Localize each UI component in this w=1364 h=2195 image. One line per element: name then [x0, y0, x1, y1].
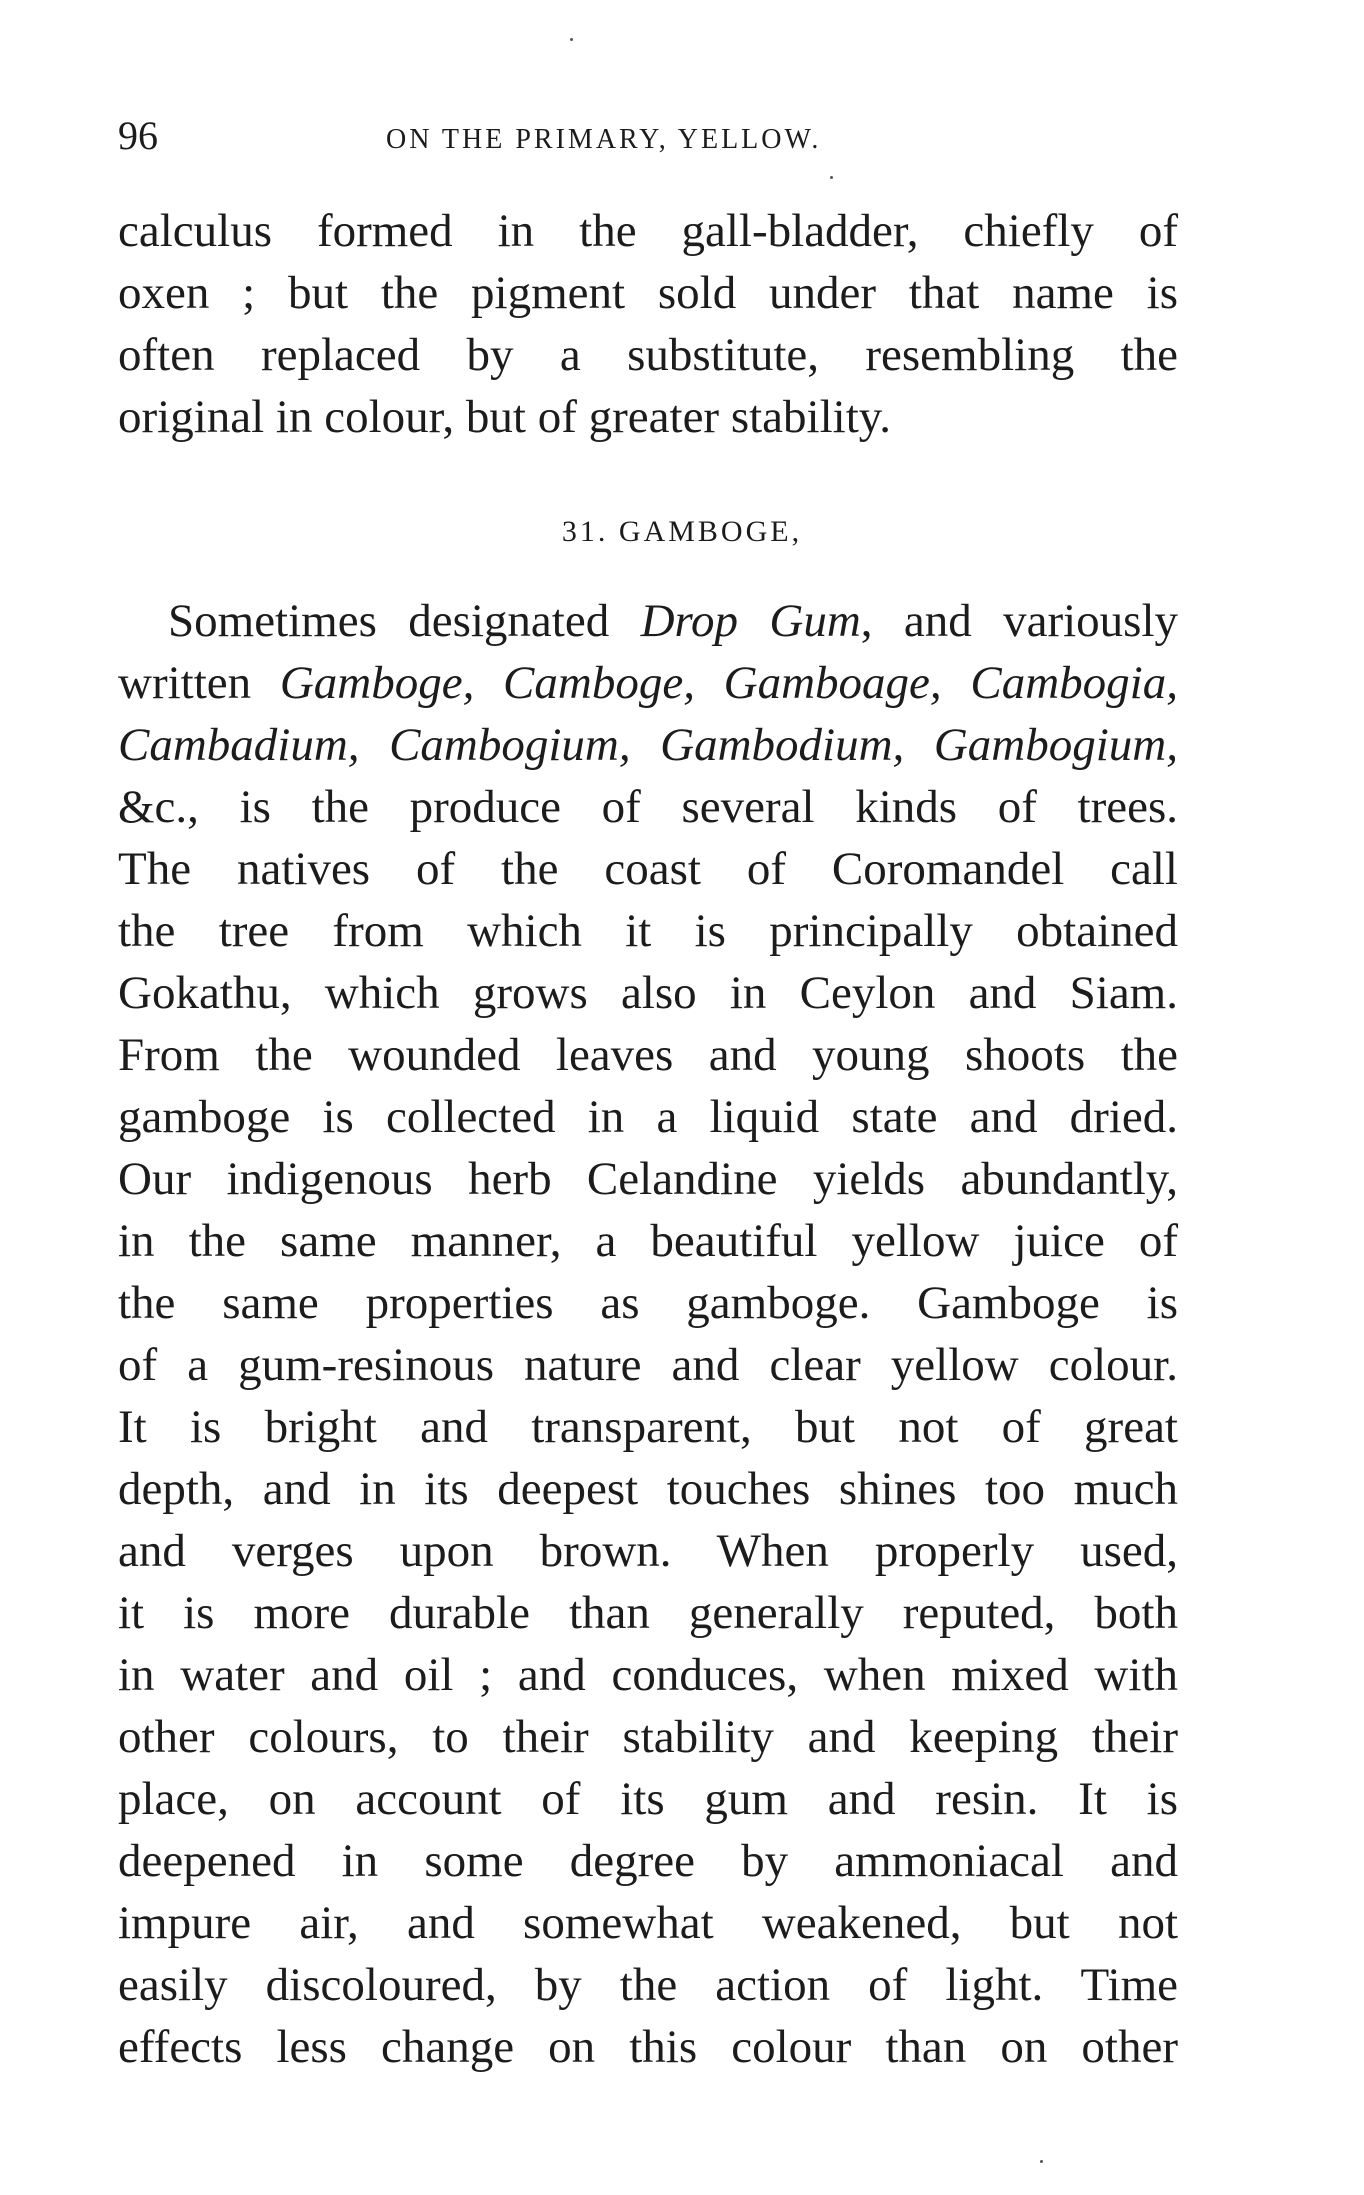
text-line [118, 1768, 1178, 1830]
text-line [118, 1954, 1178, 2016]
text-line [118, 838, 1178, 900]
text-line [118, 1086, 1178, 1148]
text-line [118, 1210, 1178, 1272]
text-line [118, 1644, 1178, 1706]
text-run: From the wounded leaves and young shoots the [118, 1029, 1178, 1081]
text-run: It is bright and transparent, but not of great [118, 1401, 1178, 1453]
page-header [118, 112, 1178, 162]
text-line [118, 1520, 1178, 1582]
text-line [118, 1148, 1178, 1210]
text-run: place, on account of its gum and resin. It is [118, 1773, 1178, 1825]
text-run: Sometimes designated [168, 595, 641, 647]
section-heading: 31. GAMBOGE, [561, 515, 803, 548]
text-line [118, 1830, 1178, 1892]
running-head: ON THE PRIMARY, YELLOW. [386, 124, 822, 155]
text-line [118, 1892, 1178, 1954]
text-run: , and variously [860, 595, 1178, 647]
text-run: of a gum-resinous nature and clear yellow colour. [118, 1339, 1178, 1391]
page-number: 96 [118, 113, 158, 158]
text-line [118, 1582, 1178, 1644]
text-run: &c., is the produce of several kinds of trees. [118, 781, 1178, 833]
text-line [118, 2016, 1178, 2078]
text-run: Gokathu, which grows also in Ceylon and Siam. [118, 967, 1178, 1019]
text-line [118, 1024, 1178, 1086]
top-paragraph [118, 200, 1178, 448]
text-run: in water and oil ; and conduces, when mixed with [118, 1649, 1178, 1701]
text-line: oxen ; but the pigment sold under that name is [118, 267, 1178, 319]
main-paragraph [118, 590, 1178, 2078]
text-run: depth, and in its deepest touches shines too much [118, 1463, 1178, 1515]
text-line [118, 652, 1178, 714]
text-line [118, 1334, 1178, 1396]
text-run: deepened in some degree by ammoniacal and [118, 1835, 1178, 1887]
text-run: written [118, 657, 280, 709]
text-line [118, 962, 1178, 1024]
text-line: original in colour, but of greater stability. [118, 391, 891, 443]
text-line [118, 590, 1178, 652]
text-line [118, 1458, 1178, 1520]
text-line [118, 1396, 1178, 1458]
text-run: in the same manner, a beautiful yellow juice of [118, 1215, 1178, 1267]
print-speck [1040, 2160, 1043, 2163]
text-line [118, 1706, 1178, 1768]
text-line [118, 1272, 1178, 1334]
print-speck [570, 38, 573, 41]
text-line: calculus formed in the gall-bladder, chiefly of [118, 205, 1178, 257]
italic-run: Drop Gum [640, 595, 861, 647]
text-line [118, 776, 1178, 838]
italic-run: Gamboge, Camboge, Gamboage, Cambogia, [279, 657, 1178, 709]
text-run: easily discoloured, by the action of light. Time [118, 1959, 1178, 2011]
print-speck [830, 176, 833, 179]
text-line: often replaced by a substitute, resembling the [118, 329, 1178, 381]
text-run: impure air, and somewhat weakened, but not [118, 1897, 1178, 1949]
text-run: gamboge is collected in a liquid state and dried. [118, 1091, 1178, 1143]
text-run: and verges upon brown. When properly used, [118, 1525, 1178, 1577]
text-run: Our indigenous herb Celandine yields abundantly, [118, 1153, 1178, 1205]
text-run: the same properties as gamboge. Gamboge is [118, 1277, 1178, 1329]
text-run: other colours, to their stability and keeping their [118, 1711, 1178, 1763]
text-run: The natives of the coast of Coromandel call [118, 843, 1178, 895]
text-run: the tree from which it is principally obtained [118, 905, 1178, 957]
text-run: effects less change on this colour than on other [118, 2021, 1178, 2073]
italic-run: Cambadium, Cambogium, Gambodium, Gambogium, [118, 719, 1178, 771]
text-line [118, 714, 1178, 776]
text-run: it is more durable than generally reputed, both [118, 1587, 1178, 1639]
text-line [118, 900, 1178, 962]
